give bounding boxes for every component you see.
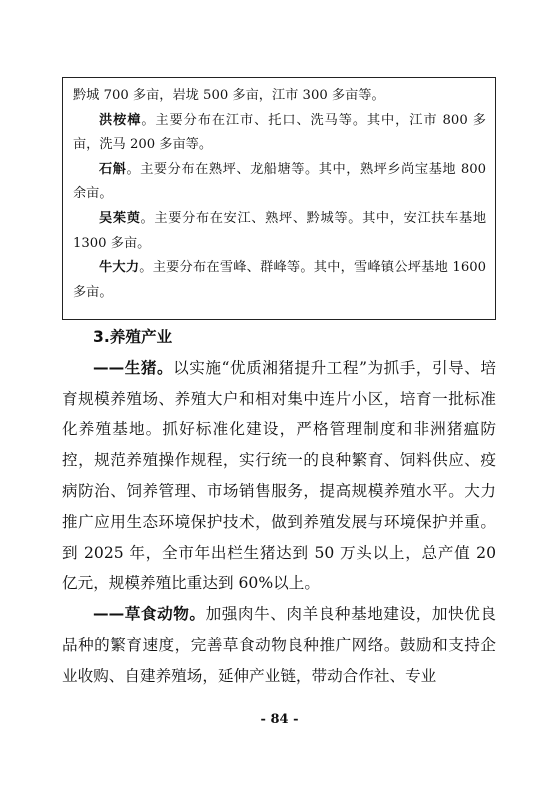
box-line-0: 黔城 700 多亩，岩垅 500 多亩，江市 300 多亩等。 [73,88,385,103]
box-item-term: 石斛 [99,161,127,177]
section-heading: 3.养殖产业 [93,328,173,346]
page-number: - 84 - [260,712,299,727]
box-item-wuzhuyu [73,207,486,256]
box-item-text: 。主要分布在熟坪、龙船塘等。其中，熟坪乡尚宝基地 800 余亩。 [73,161,486,202]
box-item-text: 。主要分布在安江、熟坪、黔城等。其中，安江扶车基地 1300 多亩。 [73,210,487,251]
main-text [62,322,496,692]
paragraph-pig [62,353,496,599]
box-item-term: 洪桉樟 [99,112,142,128]
box-item-term: 牛大力 [99,260,140,276]
box-item-hongan [73,109,486,158]
paragraph-text: 加强肉牛、肉羊良种基地建设，加快优良品种的繁育速度，完善草食动物良种推广网络。鼓励和支持企业收购、自建养殖场，延伸产业链，带动合作社、专业 [62,605,496,685]
box-item-text: 。主要分布在雪峰、群峰等。其中，雪峰镇公坪基地 1600 多亩。 [73,260,486,300]
paragraph-lead: ——草食动物。 [93,605,206,624]
boxed-note [62,77,496,320]
paragraph-herbivore [62,599,496,691]
box-item-text: 。主要分布在江市、托口、洗马等。其中，江市 800 多亩，洗马 200 多亩等。 [73,112,486,153]
box-item-shihu [73,158,486,207]
box-item-niudali [73,256,486,305]
box-item-term: 吴茱萸 [99,210,141,226]
paragraph-lead: ——生猪。 [93,358,174,377]
paragraph-text: 以实施“优质湘猪提升工程”为抓手，引导、培育规模养殖场、养殖大户和相对集中连片小区，培育一批标准化养殖基地。抓好标准化建设，严格管理制度和非洲猪瘟防控，规范养殖操作规程，实行统一的良种繁育、饲料供应、疫病防治、饲养管理、市场销售服务，提高规模养殖水平。大力推广应用生态环境保护技术，做到养殖发展与环境保护并重。到 2025 年，全市年出栏生猪达到 50 万头以上，总产值 20 亿元，规模养殖比重达到 60%以上。 [62,358,496,593]
